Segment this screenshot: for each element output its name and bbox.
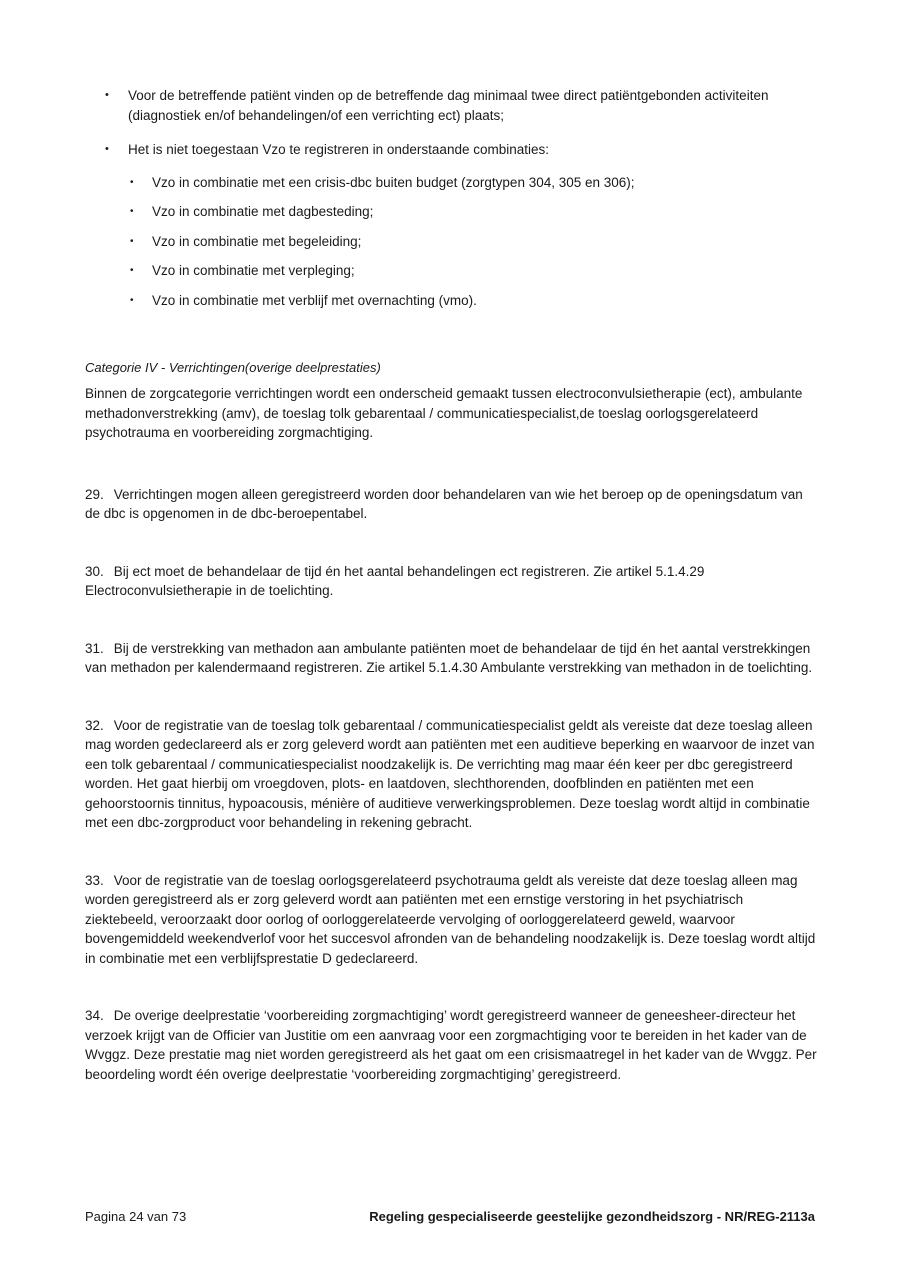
bullet-icon: • — [130, 265, 134, 276]
bullet-list — [85, 86, 817, 310]
bullet-text: Voor de betreffende patiënt vinden op de betreffende dag minimaal twee direct patiëntgebonden activiteiten (diagnostiek en/of behandelingen/of een verrichting ect) plaats; — [128, 88, 769, 123]
list-item — [85, 202, 817, 222]
numbered-paragraph — [85, 485, 817, 524]
paragraph-text: Bij de verstrekking van methadon aan ambulante patiënten moet de behandelaar de tijd én het aantal verstrekkingen van methadon per kalendermaand registreren. Zie artikel 5.1.4.30 Ambulante verstrekking van methadon in de toelichting. — [85, 640, 813, 675]
paragraph-number: 33. — [85, 872, 104, 888]
numbered-paragraph — [85, 639, 817, 678]
list-item — [85, 86, 817, 125]
numbered-paragraph — [85, 716, 817, 833]
paragraph-text: Voor de registratie van de toeslag oorlogsgerelateerd psychotrauma geldt als vereiste dat deze toeslag alleen mag worden geregistreerd als er zorg geleverd wordt aan patiënten met een ernstige verstoring in het psychiatrisch ziektebeeld, veroorzaakt door oorlog of oorloggerelateerde vervolging of oorloggerelateerd geweld, waarvoor bovengemiddeld weekendverlof voor het succesvol afronden van de behandeling noodzakelijk is. Deze toeslag wordt altijd in combinatie met een verblijfsprestatie D gedeclareerd. — [85, 872, 816, 966]
bullet-icon: • — [130, 176, 134, 188]
bullet-icon: • — [130, 294, 134, 306]
paragraph-number: 30. — [85, 563, 104, 579]
bullet-icon: • — [105, 143, 109, 155]
bullet-text: Vzo in combinatie met dagbesteding; — [152, 204, 374, 219]
list-item — [85, 173, 817, 193]
list-item — [85, 140, 817, 310]
bullet-text: Vzo in combinatie met begeleiding; — [152, 233, 362, 249]
bullet-icon: • — [130, 235, 134, 247]
paragraph-number: 29. — [85, 486, 104, 502]
section-heading: Categorie IV - Verrichtingen(overige deelprestaties) — [85, 360, 381, 375]
sub-bullet-list — [85, 160, 817, 311]
list-item — [85, 291, 817, 311]
paragraph-number: 34. — [85, 1008, 104, 1023]
bullet-text: Vzo in combinatie met een crisis-dbc buiten budget (zorgtypen 304, 305 en 306); — [152, 174, 635, 190]
footer-doc-title: Regeling gespecialiseerde geestelijke gezondheidszorg - NR/REG-2113a — [369, 1209, 815, 1224]
numbered-paragraph — [85, 871, 817, 969]
list-item — [85, 261, 817, 281]
numbered-paragraph — [85, 1006, 817, 1084]
numbered-paragraphs — [85, 485, 817, 1085]
bullet-icon: • — [105, 89, 109, 101]
list-item — [85, 232, 817, 252]
page-footer — [85, 1209, 815, 1224]
bullet-text: Vzo in combinatie met verblijf met overnachting (vmo). — [152, 292, 477, 308]
bullet-text: Vzo in combinatie met verpleging; — [152, 263, 355, 278]
footer-page-number: Pagina 24 van 73 — [85, 1209, 187, 1224]
paragraph-text: De overige deelprestatie ‘voorbereiding zorgmachtiging’ wordt geregistreerd wanneer de geneesheer-directeur het verzoek krijgt van de Officier van Justitie om een aanvraag voor een zorgmachtiging voor te bereiden in het kader van de Wvggz. Deze prestatie mag niet worden geregistreerd als het gaat om een crisismaatregel in het kader van de Wvggz. Per beoordeling wordt één overige deelprestatie ‘voorbereiding zorgmachtiging’ geregistreerd. — [85, 1008, 817, 1082]
paragraph-text: Bij ect moet de behandelaar de tijd én het aantal behandelingen ect registreren. Zie artikel 5.1.4.29 Electroconvulsietherapie in de toelichting. — [85, 563, 705, 598]
bullet-text: Het is niet toegestaan Vzo te registreren in onderstaande combinaties: — [128, 142, 549, 157]
paragraph-number: 32. — [85, 717, 104, 733]
paragraph-text: Verrichtingen mogen alleen geregistreerd worden door behandelaren van wie het beroep op de openingsdatum van de dbc is opgenomen in de dbc-beroepentabel. — [85, 486, 803, 521]
page-content — [85, 86, 817, 1084]
bullet-icon: • — [130, 206, 134, 217]
paragraph-text: Voor de registratie van de toeslag tolk gebarentaal / communicatiespecialist geldt als vereiste dat deze toeslag alleen mag worden gedeclareerd als er zorg geleverd wordt aan patiënten met een auditieve beperking en waarvoor de inzet van een tolk gebarentaal / communicatiespecialist noodzakelijk is. De verrichting mag maar één keer per dbc geregistreerd worden. Het gaat hierbij om vroegdoven, plots- en laatdoven, slechthorenden, doofblinden en patiënten met een gehoorstoornis tinnitus, hypoacousis, ménière of auditieve verwerkingsproblemen. Deze toeslag wordt altijd in combinatie met een dbc-zorgproduct voor behandeling in rekening gebracht. — [85, 717, 815, 830]
intro-paragraph: Binnen de zorgcategorie verrichtingen wordt een onderscheid gemaakt tussen electroconvulsietherapie (ect), ambulante methadonverstrekking (amv), de toeslag tolk gebarentaal / communicatiespecialist,de toeslag oorlogsgerelateerd psychotrauma en voorbereiding zorgmachtiging. — [85, 386, 803, 440]
paragraph-number: 31. — [85, 640, 104, 656]
numbered-paragraph — [85, 562, 817, 601]
